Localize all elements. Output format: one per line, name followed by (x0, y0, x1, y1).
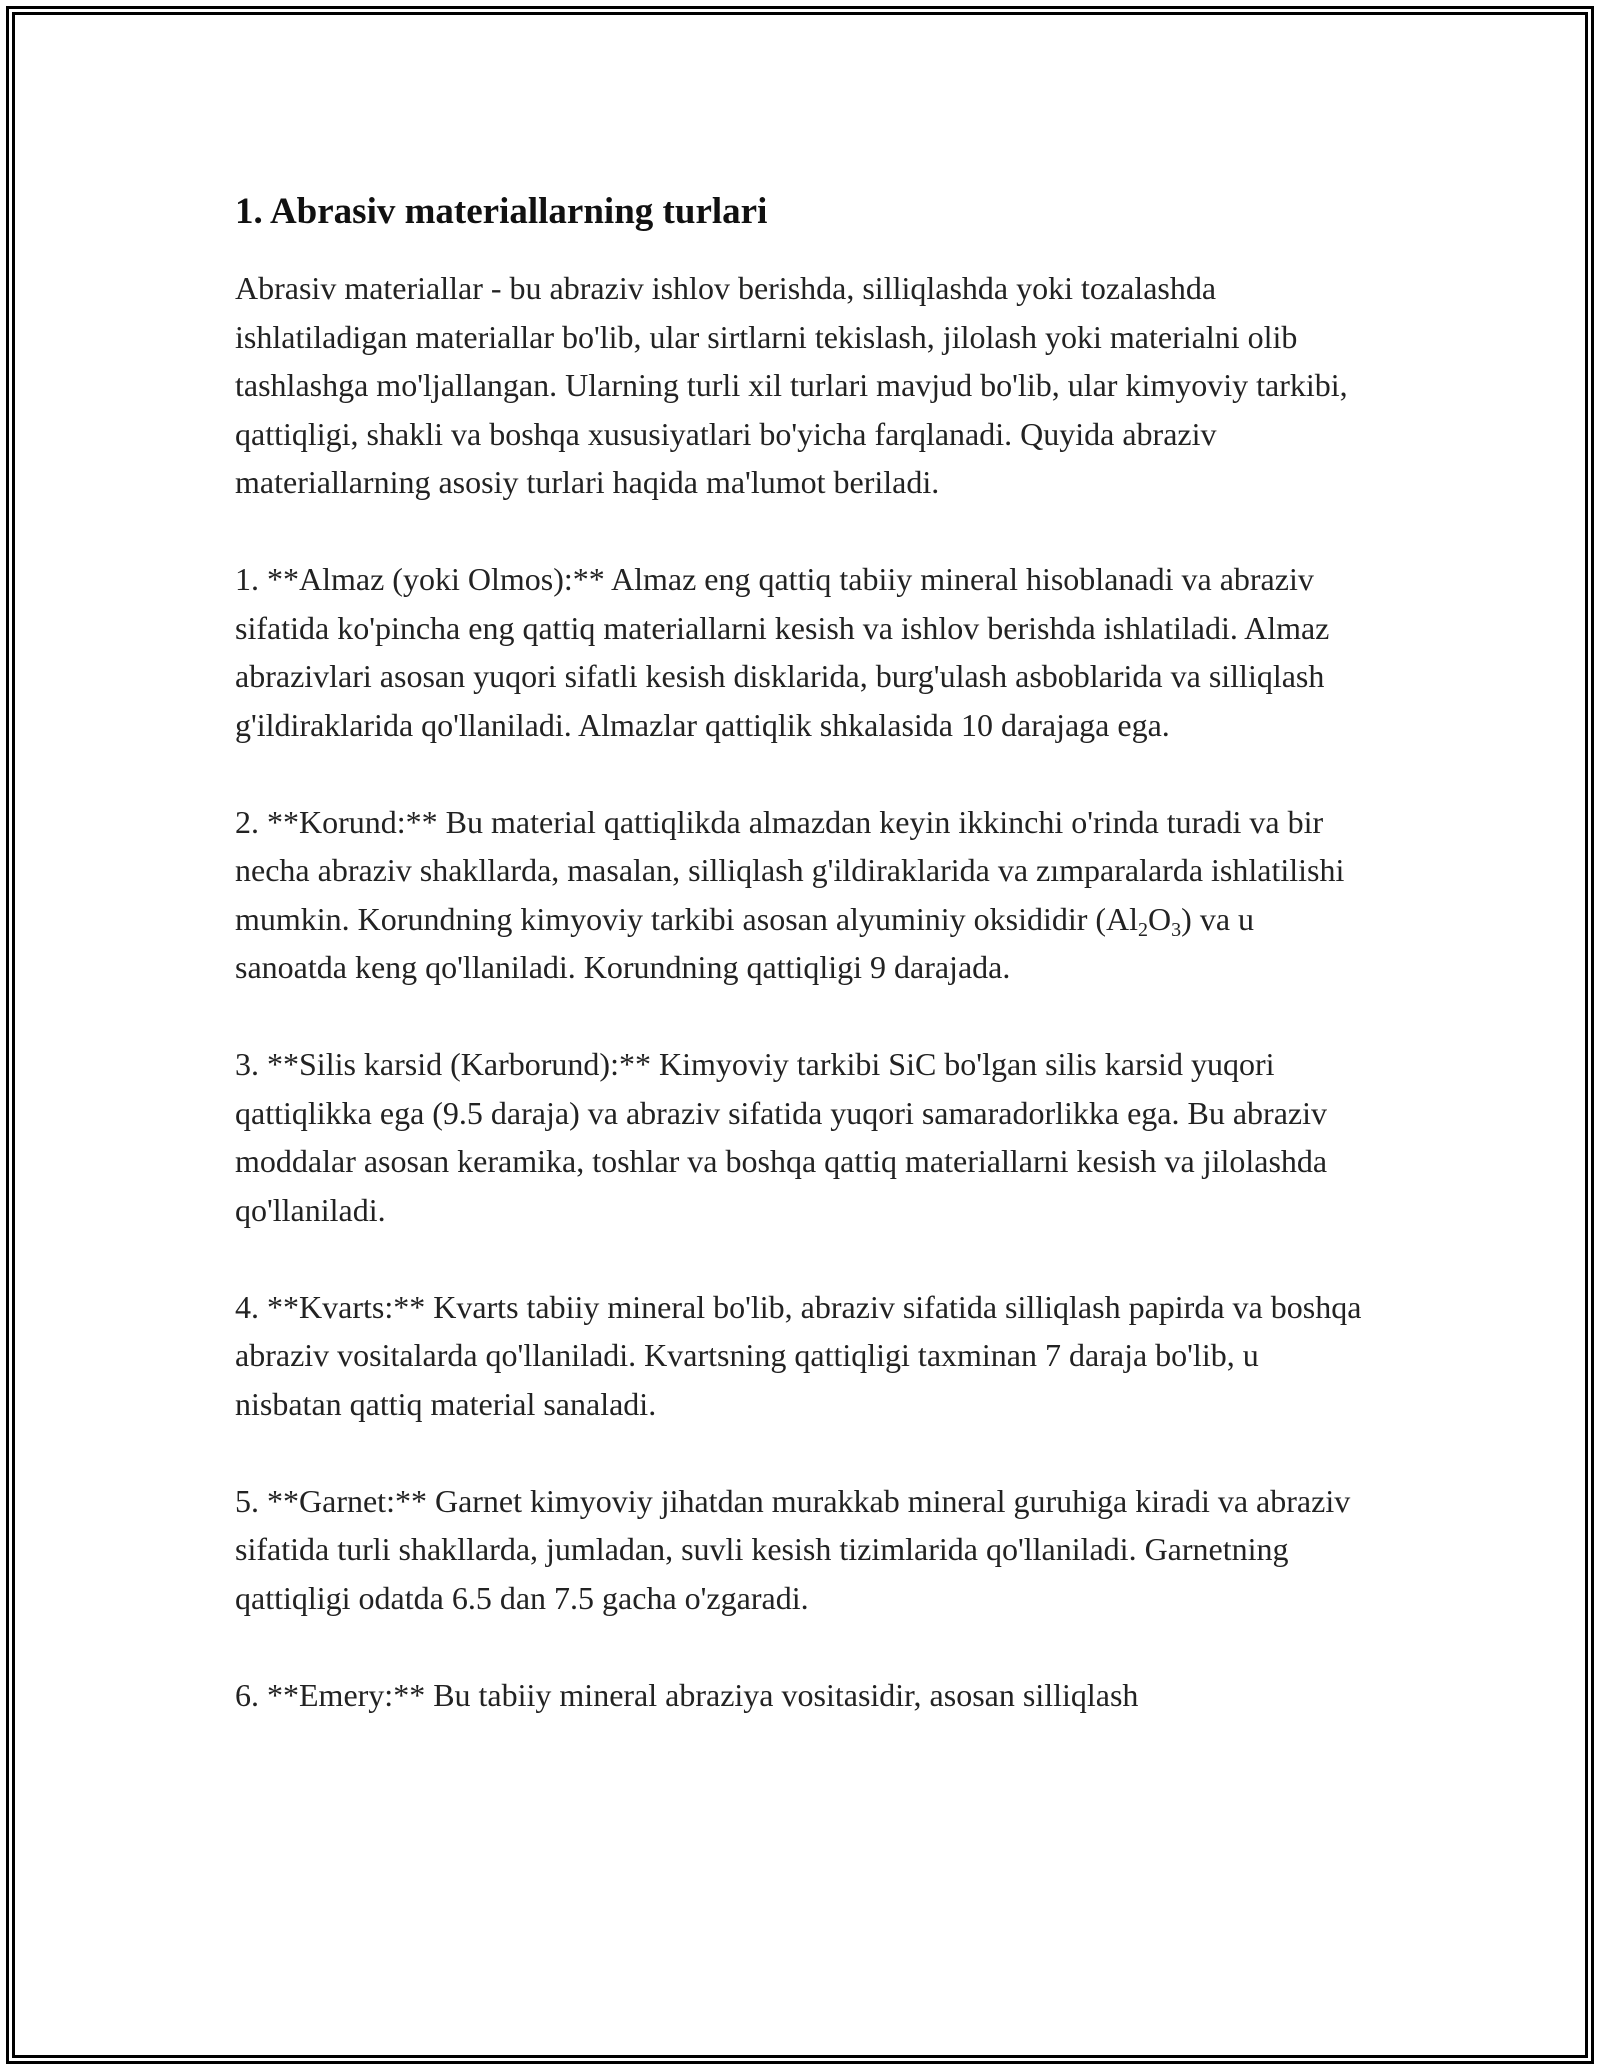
formula-al: Al (1106, 900, 1139, 937)
korund-text-after: ) va u sanoatda keng qo'llaniladi. Korundning qattiqligi 9 darajada. (235, 900, 1255, 985)
subscript-2: 2 (1138, 918, 1149, 941)
document-body (235, 182, 1365, 1719)
korund-text-before: 2. **Korund:** Bu material qattiqlikda almazdan keyin ikkinchi o'rinda turadi va bir necha abraziv shakllarda, masalan, silliqlash g'ildiraklarida va zımparalarda ishlatilishi mumkin. Korundning kimyoviy tarkibi asosan alyuminiy oksididir ( (235, 803, 1345, 937)
item-korund (235, 798, 1365, 992)
item-garnet: 5. **Garnet:** Garnet kimyoviy jihatdan murakkab mineral guruhiga kiradi va abraziv sifatida turli shakllarda, jumladan, suvli kesish tizimlarida qo'llaniladi. Garnetning qattiqligi odatda 6.5 dan 7.5 gacha o'zgaradi. (235, 1482, 1351, 1616)
item-kvarts: 4. **Kvarts:** Kvarts tabiiy mineral bo'lib, abraziv sifatida silliqlash papirda va boshqa abraziv vositalarda qo'llaniladi. Kvartsning qattiqligi taxminan 7 daraja bo'lib, u nisbatan qattiq material sanaladi. (235, 1288, 1362, 1422)
item-emery: 6. **Emery:** Bu tabiiy mineral abraziya vositasidir, asosan silliqlash (235, 1676, 1139, 1713)
formula-o: O (1148, 900, 1172, 937)
subscript-3: 3 (1171, 918, 1182, 941)
item-silis-karsid: 3. **Silis karsid (Karborund):** Kimyoviy tarkibi SiC bo'lgan silis karsid yuqori qattiqlikka ega (9.5 daraja) va abraziv sifatida yuqori samaradorlikka ega. Bu abraziv moddalar asosan keramika, toshlar va boshqa qattiq materiallarni kesish va jilolashda qo'llaniladi. (235, 1046, 1328, 1228)
section-heading: 1. Abrasiv materiallarning turlari (235, 191, 768, 232)
intro-paragraph: Abrasiv materiallar - bu abraziv ishlov berishda, silliqlashda yoki tozalashda ishlatiladigan materiallar bo'lib, ular sirtlarni tekislash, jilolash yoki materialni olib tashlashga mo'ljallangan. Ularning turli xil turlari mavjud bo'lib, ular kimyoviy tarkibi, qattiqligi, shakli va boshqa xususiyatlari bo'yicha farqlanadi. Quyida abraziv materiallarning asosiy turlari haqida ma'lumot beriladi. (235, 270, 1348, 500)
item-almaz: 1. **Almaz (yoki Olmos):** Almaz eng qattiq tabiiy mineral hisoblanadi va abraziv sifatida ko'pincha eng qattiq materiallarni kesish va ishlov berishda ishlatiladi. Almaz abrazivlari asosan yuqori sifatli kesish disklarida, burg'ulash asboblarida va silliqlash g'ildiraklarida qo'llaniladi. Almazlar qattiqlik shkalasida 10 darajaga ega. (235, 561, 1330, 743)
